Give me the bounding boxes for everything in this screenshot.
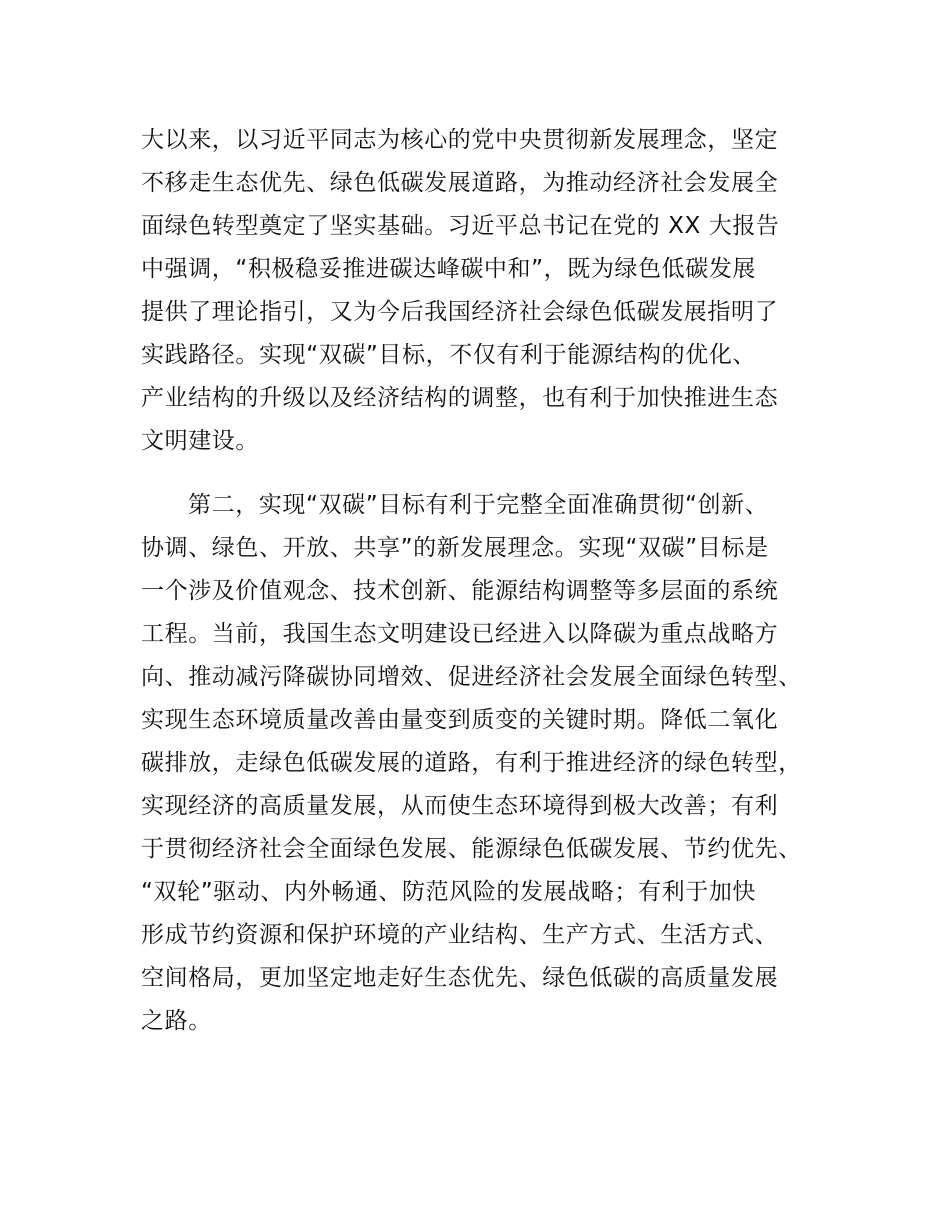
text-line: 之路。 [141, 1008, 212, 1034]
text-line: 中强调，“积极稳妥推进碳达峰碳中和”，既为绿色低碳发展 [141, 256, 757, 282]
text-line: 实现经济的高质量发展，从而使生态环境得到极大改善；有利 [141, 793, 779, 819]
text-line: 空间格局，更加坚定地走好生态优先、绿色低碳的高质量发展 [141, 965, 779, 991]
text-line: 提供了理论指引，又为今后我国经济社会绿色低碳发展指明了 [141, 299, 779, 325]
text-line: 不移走生态优先、绿色低碳发展道路，为推动经济社会发展全 [141, 170, 779, 196]
text-line: “双轮”驱动、内外畅通、防范风险的发展战略；有利于加快 [141, 879, 757, 905]
text-line: 向、推动减污降碳协同增效、促进经济社会发展全面绿色转型、 [141, 664, 802, 690]
text-line: 实现生态环境质量改善由量变到质变的关键时期。降低二氧化 [141, 707, 779, 733]
text-line: 实践路径。实现“双碳”目标，不仅有利于能源结构的优化、 [141, 342, 757, 368]
text-line: 文明建设。 [141, 428, 259, 454]
text-line: 产业结构的升级以及经济结构的调整，也有利于加快推进生态 [141, 385, 779, 411]
text-line: 一个涉及价值观念、技术创新、能源结构调整等多层面的系统 [141, 578, 779, 604]
text-line: 碳排放，走绿色低碳发展的道路，有利于推进经济的绿色转型， [141, 750, 802, 776]
text-line: 工程。当前，我国生态文明建设已经进入以降碳为重点战略方 [141, 621, 779, 647]
text-line: 第二，实现“双碳”目标有利于完整全面准确贯彻“创新、 [188, 492, 769, 518]
text-line: 形成节约资源和保护环境的产业结构、生产方式、生活方式、 [141, 922, 779, 948]
text-line: 协调、绿色、开放、共享”的新发展理念。实现“双碳”目标是 [141, 535, 769, 561]
text-line: 面绿色转型奠定了坚实基础。习近平总书记在党的 XX 大报告 [141, 213, 780, 239]
text-line: 于贯彻经济社会全面绿色发展、能源绿色低碳发展、节约优先、 [141, 836, 802, 862]
text-line: 大以来，以习近平同志为核心的党中央贯彻新发展理念，坚定 [141, 127, 779, 153]
